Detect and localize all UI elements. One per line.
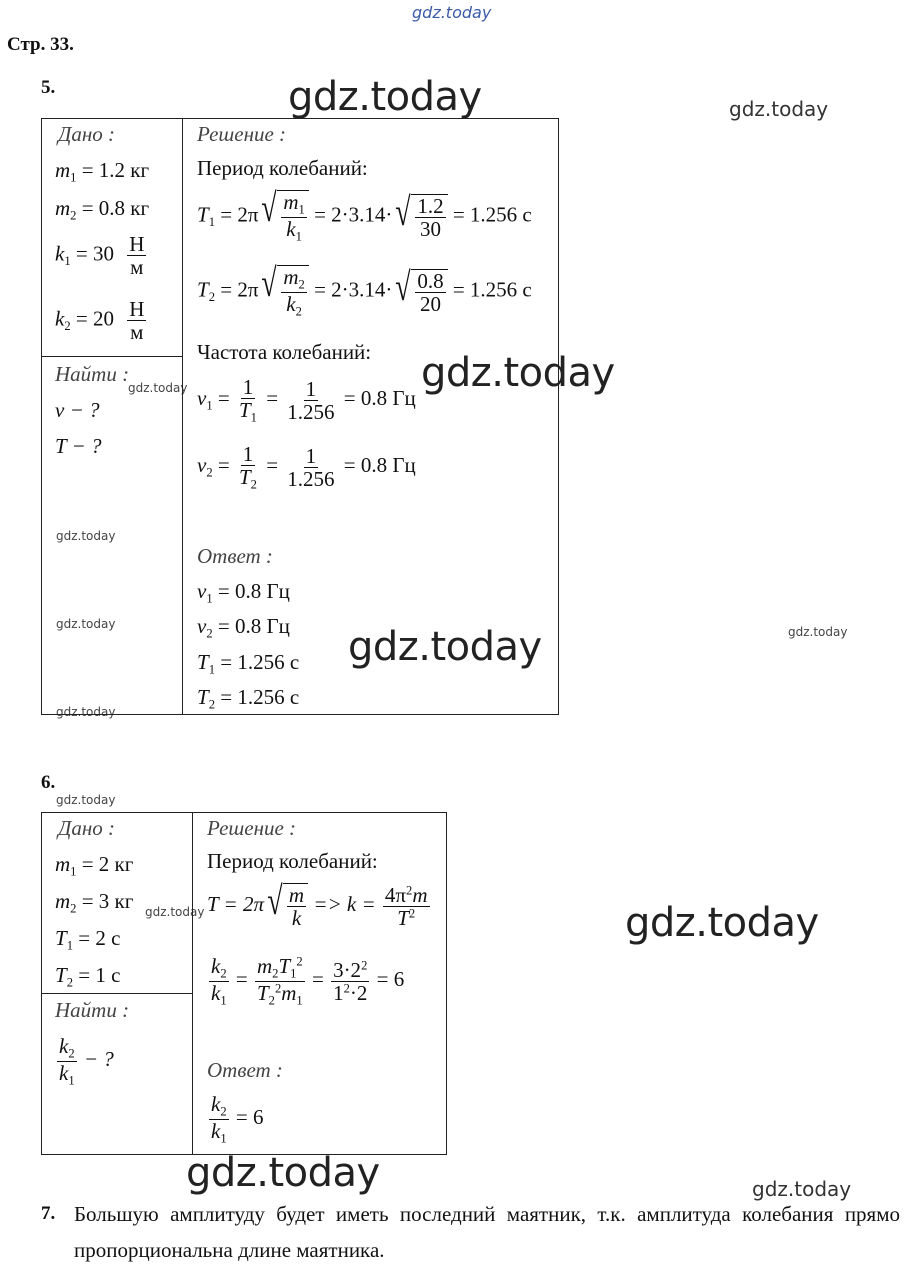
value: = 30	[70, 241, 114, 266]
var: m	[55, 196, 71, 220]
sub: 1	[64, 253, 71, 268]
given-m1: $m_1 = 2$ кг	[55, 852, 134, 879]
watermark: gdz.today	[752, 1177, 852, 1201]
answer-T2: $T_2 = 1.256$ с	[197, 685, 300, 712]
solution-title: Решение :	[197, 122, 287, 146]
frequency-label: Частота колебаний:	[197, 340, 372, 364]
find-title: Найти :	[55, 998, 130, 1022]
problem-5-number: 5.	[41, 77, 56, 98]
table-divider	[182, 118, 183, 715]
formula-ratio: $\frac{k_2}{k_1}$ = $\frac{m_2T_1^2}{T_2^2m_1}$ = $\frac{3\cdot 2^2}{1^2\cdot 2}$ = 6	[211, 954, 405, 1008]
sub: 2	[70, 208, 77, 223]
formula-T2: $T_2 = 2\pi$ √ $\frac{m_2}{k_2}$ = 2·3.14· √ $\frac{0.8}{20}$ = 1.256 с	[197, 260, 532, 319]
answer-T1: $T_1 = 1.256$ с	[197, 650, 300, 677]
watermark: gdz.today	[128, 381, 188, 395]
given-m1	[55, 158, 149, 185]
watermark: gdz.today	[788, 625, 848, 639]
problem-7-text: Большую амплитуду будет иметь последний маятник, т.к. амплитуда колебания прямо пропорциональна длине маятника.	[74, 1202, 900, 1262]
watermark: gdz.today	[56, 793, 116, 807]
watermark: gdz.today	[729, 97, 829, 121]
var: k	[55, 241, 65, 266]
table-divider	[41, 993, 193, 994]
find-T: T − ?	[55, 434, 102, 458]
watermark: gdz.today	[56, 529, 116, 543]
watermark: gdz.today	[56, 617, 116, 631]
given-k1	[55, 233, 148, 278]
period-label: Период колебаний:	[197, 156, 368, 180]
watermark: gdz.today	[186, 1150, 380, 1196]
problem-6-number: 6.	[41, 772, 56, 793]
given-T1: $T_1 = 2$ с	[55, 926, 121, 953]
table-divider	[41, 356, 183, 357]
answer-ratio: $\frac{k_2}{k_1}$ = 6	[211, 1092, 264, 1146]
period-label: Период колебаний:	[207, 849, 378, 873]
formula-nu2: $\nu_2$ = $\frac{1}{T_2}$ = $\frac{1}{1.256}$ = 0.8 Гц	[197, 442, 416, 492]
answer-nu2: $\nu_2 = 0.8$ Гц	[197, 614, 290, 641]
value: = 1.2 кг	[76, 158, 150, 182]
watermark-top: gdz.today	[412, 3, 492, 22]
answer-nu1: $\nu_1 = 0.8$ Гц	[197, 579, 290, 606]
unit-fraction: $\frac{Н}{м}$	[129, 232, 145, 280]
solution-title: Решение :	[207, 816, 297, 840]
var: k	[55, 306, 65, 331]
watermark: gdz.today	[145, 905, 205, 919]
problem-7-number: 7.	[41, 1203, 56, 1224]
unit-fraction: $\frac{Н}{м}$	[129, 297, 145, 345]
formula-nu1: $\nu_1$ = $\frac{1}{T_1}$ = $\frac{1}{1.256}$ = 0.8 Гц	[197, 375, 416, 425]
value: = 20	[70, 306, 114, 331]
page-reference: Стр. 33.	[7, 34, 74, 55]
watermark: gdz.today	[56, 705, 116, 719]
watermark: gdz.today	[288, 74, 482, 120]
given-m2	[55, 196, 149, 223]
given-m2: $m_2 = 3$ кг	[55, 889, 134, 916]
given-title: Дано :	[58, 122, 116, 146]
given-title: Дано :	[58, 816, 116, 840]
watermark: gdz.today	[625, 900, 819, 946]
watermark: gdz.today	[421, 350, 615, 396]
value: = 0.8 кг	[76, 196, 150, 220]
find-title: Найти :	[55, 362, 130, 386]
find-nu: ν − ?	[55, 398, 100, 422]
find-ratio: $\frac{k_2}{k_1}$ − ?	[59, 1034, 114, 1088]
answer-title: Ответ :	[197, 544, 273, 568]
var: m	[55, 158, 71, 182]
formula-period: T = 2π √ $\frac{m}{k}$ => k = $\frac{4\pi^2m}{T^2}$	[207, 878, 428, 931]
given-k2	[55, 298, 148, 343]
given-T2: $T_2 = 1$ с	[55, 963, 121, 990]
watermark: gdz.today	[348, 624, 542, 670]
table-divider	[192, 812, 193, 1155]
formula-T1: $T_1 = 2\pi$ √ $\frac{m_1}{k_1}$ = 2·3.14· √ $\frac{1.2}{30}$ = 1.256 с	[197, 185, 532, 244]
answer-title: Ответ :	[207, 1058, 283, 1082]
sub: 1	[70, 170, 77, 185]
sub: 2	[64, 318, 71, 333]
